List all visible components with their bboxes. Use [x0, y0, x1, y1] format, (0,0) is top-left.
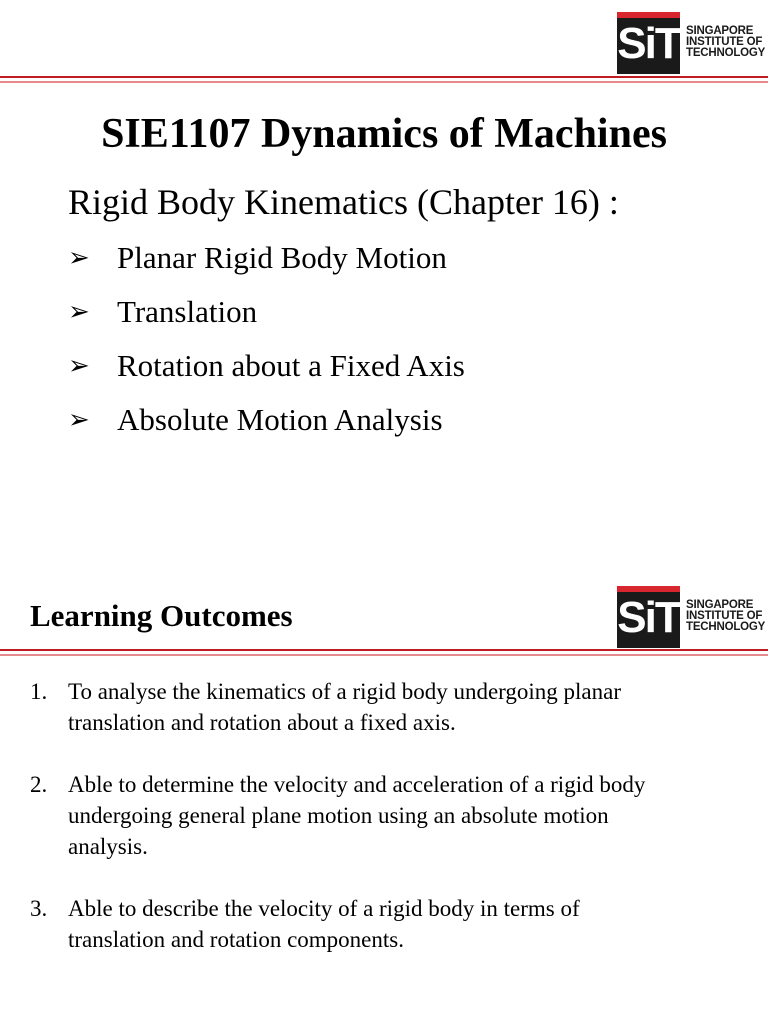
- outcome-list: [30, 676, 730, 986]
- logo-letters: SiT: [617, 19, 680, 68]
- arrow-bullet-icon: ➢: [68, 405, 90, 434]
- slide-title: SIE1107 Dynamics of Machines: [101, 111, 667, 157]
- list-item: [68, 236, 465, 290]
- topic-text: Translation: [117, 294, 258, 329]
- arrow-bullet-icon: ➢: [68, 297, 90, 326]
- topic-text: Planar Rigid Body Motion: [117, 240, 447, 275]
- sit-logo: [617, 586, 765, 648]
- logo-wordmark: [686, 600, 765, 633]
- sit-logo-mark: [617, 586, 680, 648]
- logo-line-1: SINGAPORE: [686, 599, 754, 611]
- slide-subtitle: Rigid Body Kinematics (Chapter 16) :: [68, 182, 619, 222]
- slide-title: Learning Outcomes: [30, 598, 293, 633]
- logo-wordmark: [686, 26, 765, 59]
- logo-line-2: INSTITUTE OF: [686, 36, 763, 48]
- list-item: [30, 676, 730, 738]
- outcome-number: 3.: [30, 896, 48, 921]
- header-rule: [0, 76, 768, 83]
- outcome-line: translation and rotation components.: [68, 927, 404, 952]
- outcome-text: [68, 769, 730, 862]
- topic-text: Rotation about a Fixed Axis: [117, 348, 465, 383]
- logo-line-2: INSTITUTE OF: [686, 610, 763, 622]
- outcome-line: analysis.: [68, 834, 148, 859]
- topic-list: [68, 236, 465, 452]
- arrow-bullet-icon: ➢: [68, 351, 90, 380]
- list-item: [68, 290, 465, 344]
- header-rule: [0, 649, 768, 656]
- outcome-text: [68, 893, 730, 955]
- outcome-line: Able to describe the velocity of a rigid body in terms of: [68, 896, 580, 921]
- topic-text: Absolute Motion Analysis: [117, 402, 443, 437]
- outcome-line: undergoing general plane motion using an absolute motion: [68, 803, 609, 828]
- arrow-bullet-icon: ➢: [68, 243, 90, 272]
- outcome-line: Able to determine the velocity and acceleration of a rigid body: [68, 772, 646, 797]
- outcome-number: 1.: [30, 679, 48, 704]
- logo-line-1: SINGAPORE: [686, 25, 754, 37]
- outcome-text: [68, 676, 730, 738]
- list-item: [30, 893, 730, 955]
- logo-line-3: TECHNOLOGY: [686, 621, 766, 633]
- outcome-number: 2.: [30, 772, 48, 797]
- sit-logo: [617, 12, 765, 74]
- list-item: [68, 344, 465, 398]
- logo-letters: SiT: [617, 593, 680, 642]
- logo-line-3: TECHNOLOGY: [686, 47, 766, 59]
- list-item: [30, 769, 730, 862]
- outcome-line: To analyse the kinematics of a rigid body undergoing planar: [68, 679, 622, 704]
- sit-logo-mark: [617, 12, 680, 74]
- list-item: [68, 398, 465, 452]
- learning-outcomes-slide: [0, 512, 768, 1024]
- outcome-line: translation and rotation about a fixed axis.: [68, 710, 456, 735]
